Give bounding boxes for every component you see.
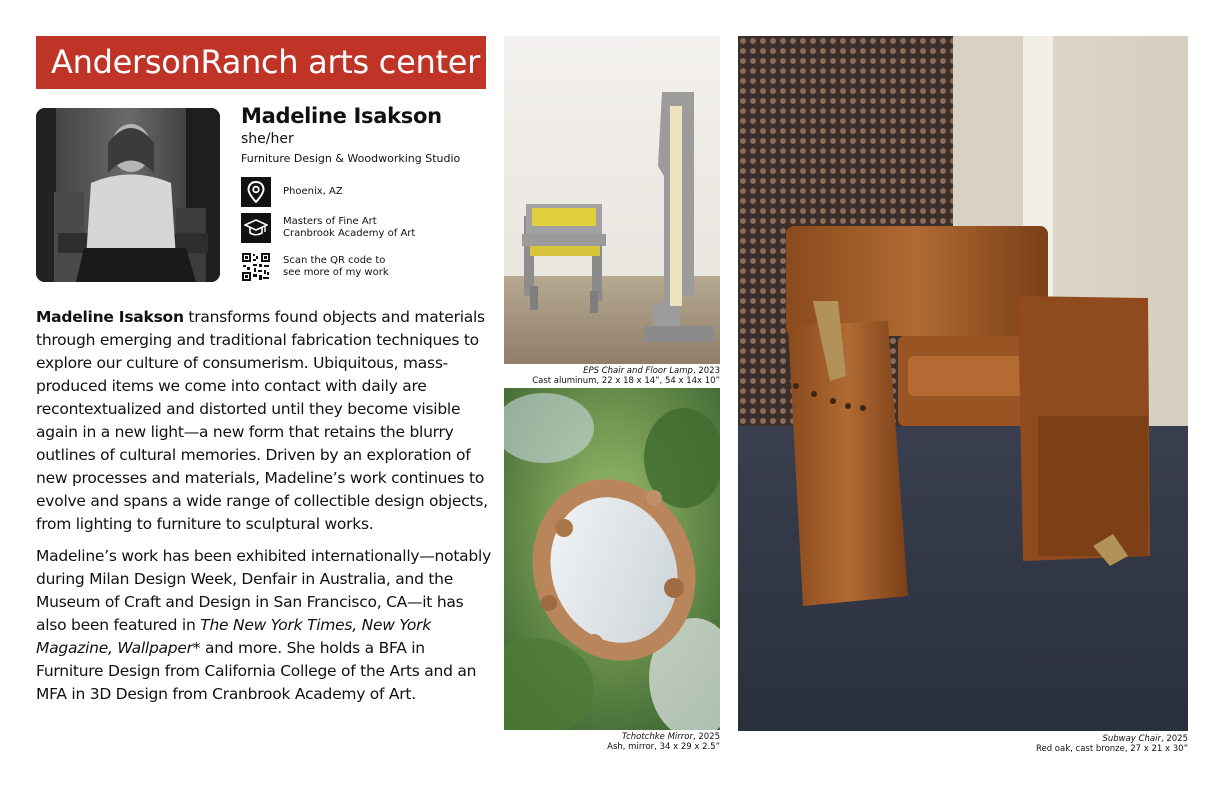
graduation-cap-icon [241, 213, 271, 243]
bio-paragraph-1 [36, 306, 492, 536]
qr-row [241, 252, 389, 282]
eps-chair-year: , 2023 [692, 366, 720, 376]
bio-text-2b: and more. She holds a BFA in Furniture Design from California College of the Arts and an MFA in 3D Design from Cranbrook Academy of Art. [36, 639, 477, 703]
bio-publications: The New York Times, New York Magazine, Wallpaper* [36, 616, 431, 657]
tchotchke-mirror-photo [504, 388, 720, 730]
tchotchke-mirror-title: Tchotchke Mirror [621, 732, 693, 742]
location-row [241, 177, 343, 207]
qr-line-1: Scan the QR code to [283, 255, 386, 266]
bio-text-1: transforms found objects and materials through emerging and traditional fabrication techniques to explore our culture of consumerism. Ubiquitous, mass-produced items we come into contact with daily are recontextualized and distorted until they become visible again in a new light—a new form that retains the blurry outlines of cultural memories. Driven by an exploration of new processes and materials, Madeline’s work continues to evolve and spans a wide range of collectible design objects, from lighting to furniture to sculptural works. [36, 308, 488, 533]
eps-chair-details: Cast aluminum, 22 x 18 x 14”, 54 x 14x 10” [532, 376, 720, 386]
eps-chair-photo [504, 36, 720, 364]
location-text: Phoenix, AZ [283, 186, 343, 197]
education-row [241, 213, 415, 243]
tchotchke-mirror-caption [607, 732, 720, 752]
subway-chair-details: Red oak, cast bronze, 27 x 21 x 30” [1035, 744, 1188, 754]
tchotchke-mirror-year: , 2025 [692, 732, 720, 742]
brand-name: AndersonRanch [51, 43, 299, 81]
artist-bio [36, 306, 492, 715]
location-pin-icon [241, 177, 271, 207]
subway-chair-title: Subway Chair [1102, 734, 1161, 744]
degree-text: Masters of Fine Art [283, 216, 377, 227]
artist-portrait [36, 108, 220, 282]
subway-chair-photo [738, 36, 1188, 731]
bio-name: Madeline Isakson [36, 308, 184, 326]
studio-name: Furniture Design & Woodworking Studio [241, 152, 461, 165]
brand-suffix: arts center [298, 43, 480, 81]
subway-chair-caption [1036, 734, 1188, 754]
tchotchke-mirror-details: Ash, mirror, 34 x 29 x 2.5” [607, 742, 720, 752]
brand-banner [36, 36, 486, 89]
eps-chair-caption [532, 366, 720, 386]
bio-paragraph-2 [36, 545, 492, 706]
school-text: Cranbrook Academy of Art [283, 228, 416, 239]
subway-chair-year: , 2025 [1160, 734, 1188, 744]
qr-line-2: see more of my work [283, 267, 389, 278]
artist-pronouns: she/her [241, 131, 294, 147]
eps-chair-title: EPS Chair and Floor Lamp [583, 366, 693, 376]
bio-text-2a: Madeline’s work has been exhibited internationally—notably during Milan Design Week, Denfair in Australia, and the Museum of Craft and Design in San Francisco, CA—it has also been featured in [36, 547, 492, 634]
qr-code-icon[interactable] [241, 252, 271, 282]
artist-name: Madeline Isakson [241, 104, 442, 128]
